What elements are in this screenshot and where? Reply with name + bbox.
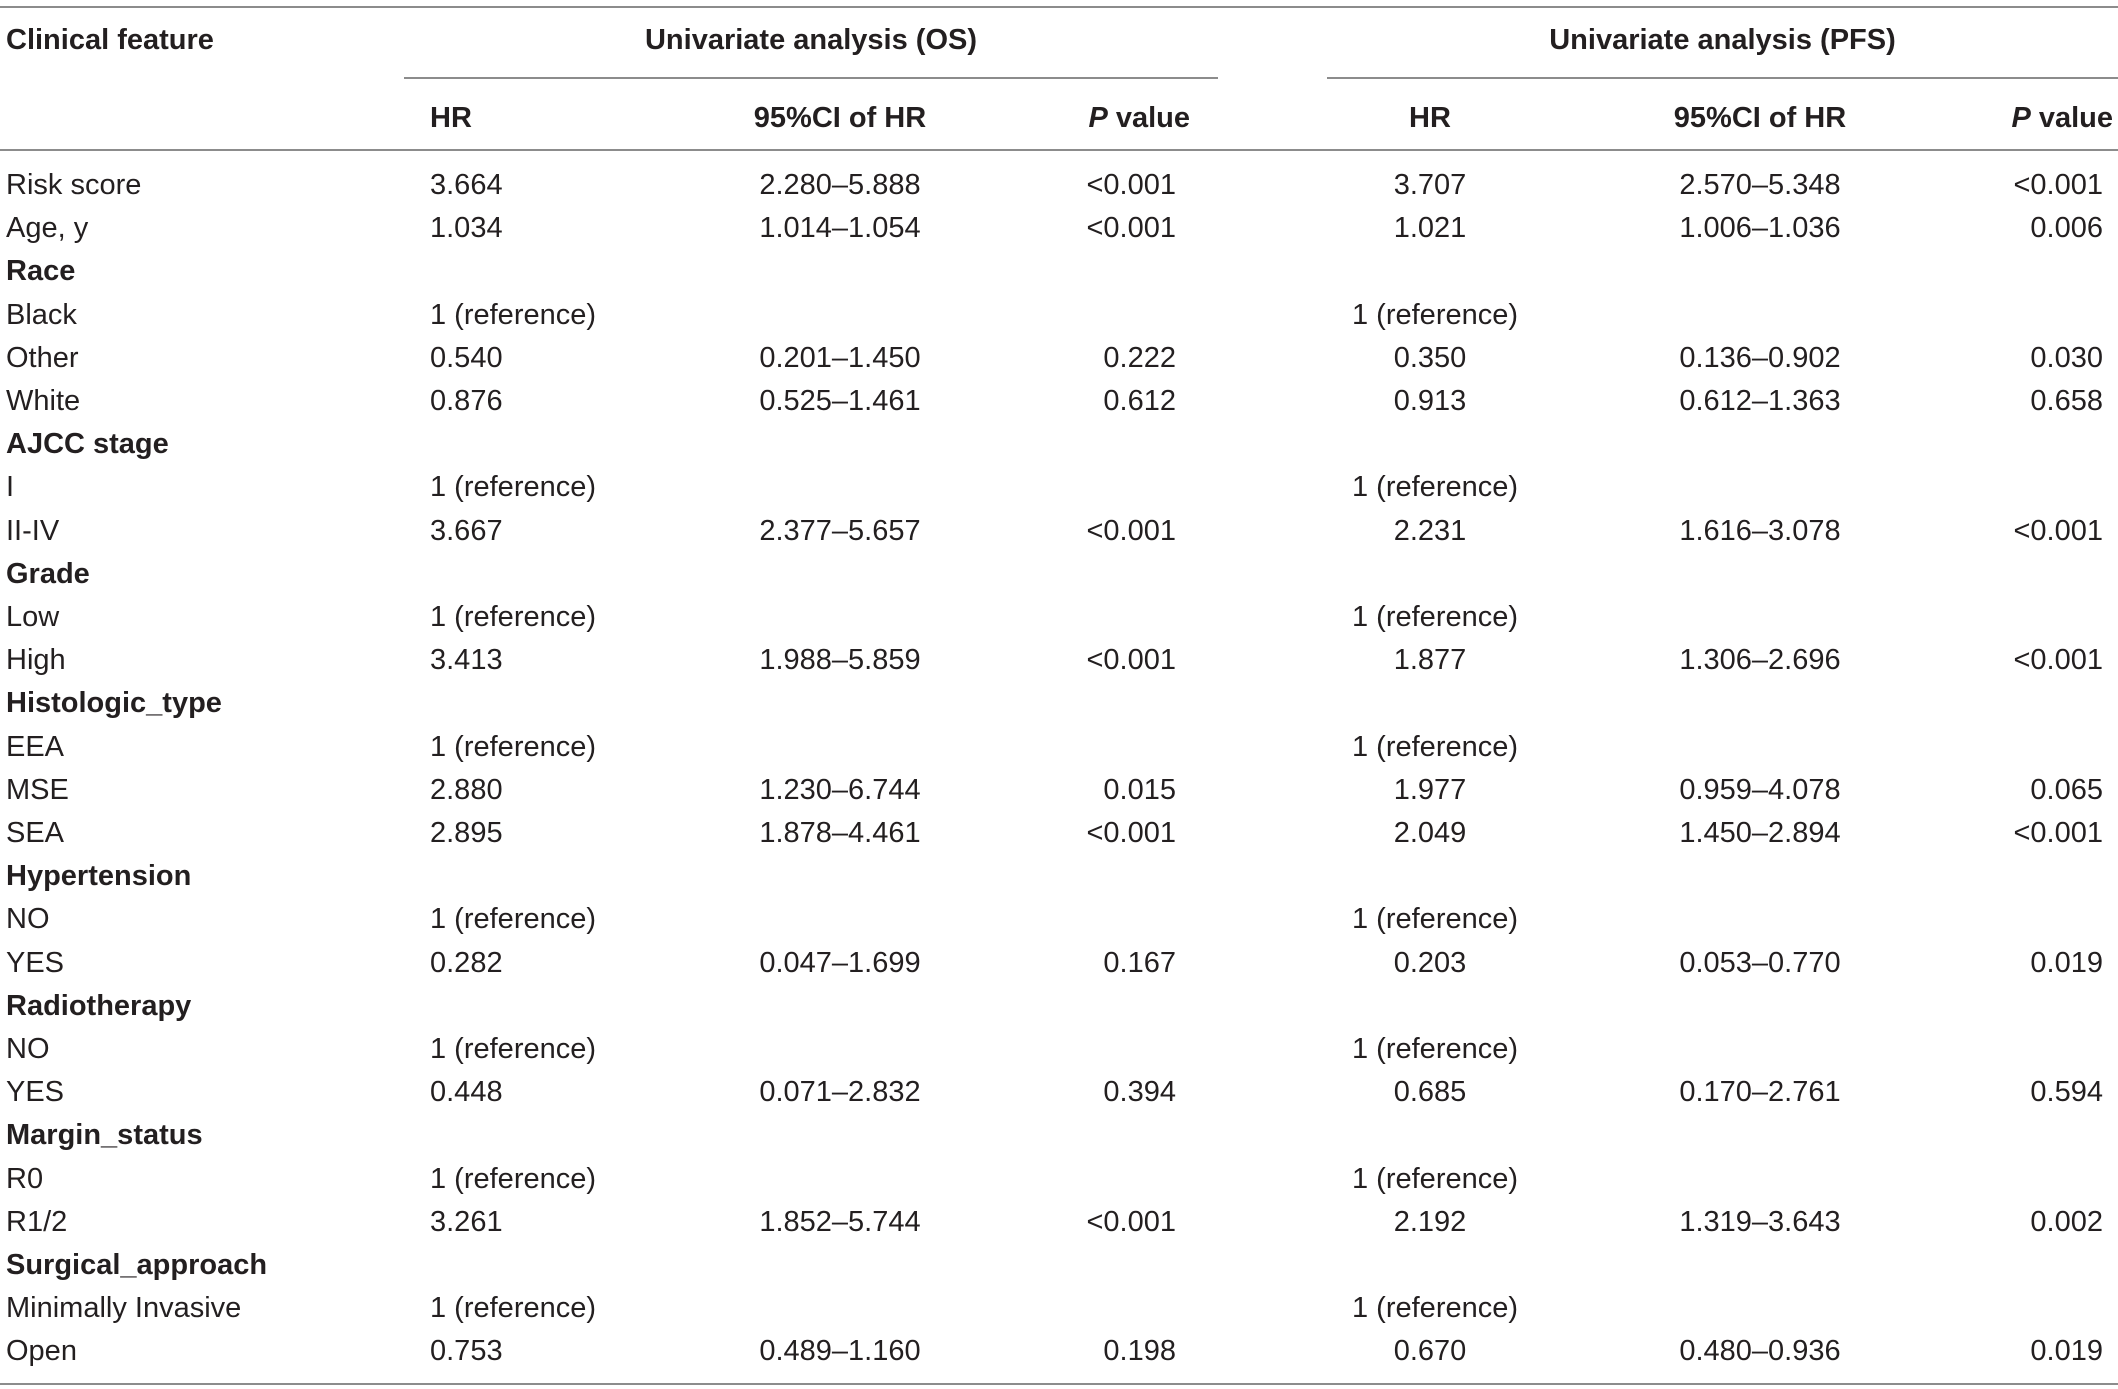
os-hr-cell: 1 (reference) [430,903,597,936]
os-pvalue-cell: 0.222 [1103,341,1176,374]
feature-cell: NO [6,1033,50,1065]
os-pvalue-cell: <0.001 [1086,644,1176,677]
pfs-hr-cell: 3.707 [1393,169,1467,201]
pfs-hr-cell: 0.203 [1393,946,1467,979]
os-ci-cell: 0.201–1.450 [759,341,921,374]
os-ci-cell: 1.230–6.744 [759,773,921,806]
pfs-hr-cell: 2.192 [1393,1205,1467,1238]
os-ci-cell: 0.071–2.832 [759,1076,921,1109]
os-hr-cell: 1 (reference) [430,601,597,633]
os-hr-cell: 2.895 [430,817,503,849]
section-heading: Margin_status [6,1119,203,1152]
pfs-ci-cell: 0.480–0.936 [1679,1335,1841,1368]
feature-cell: Minimally Invasive [6,1292,242,1325]
os-pvalue-cell: 0.198 [1103,1335,1176,1368]
os-ci-cell: 1.014–1.054 [759,212,921,245]
section-heading: Race [6,255,76,288]
pfs-hr-cell: 1.877 [1393,644,1467,677]
os-ci-cell: 2.377–5.657 [759,514,921,547]
header-pfs-pvalue [1910,97,2113,140]
os-ci-cell: 2.280–5.888 [759,169,921,201]
pfs-hr-cell: 0.913 [1393,385,1467,417]
os-ci-cell: 0.525–1.461 [759,385,921,417]
section-heading: Histologic_type [6,687,222,720]
os-pvalue-cell: <0.001 [1086,169,1176,201]
header-group-os: Univariate analysis (OS) [644,24,978,56]
os-pvalue-cell: 0.167 [1103,946,1176,979]
pfs-hr-cell: 0.685 [1393,1076,1467,1109]
pfs-hr-cell: 1 (reference) [1352,1162,1519,1195]
feature-cell: EEA [6,730,65,763]
header-bottom-rule [0,149,2118,151]
os-hr-cell: 1.034 [430,212,503,245]
p-italic: P [1088,102,1108,134]
pfs-hr-cell: 1 (reference) [1352,903,1519,936]
feature-cell: Black [6,298,77,331]
pfs-pvalue-cell: 0.002 [2030,1205,2103,1238]
pfs-pvalue-cell: 0.030 [2030,341,2103,374]
os-ci-cell: 1.852–5.744 [759,1205,921,1238]
feature-cell: MSE [6,773,69,806]
pfs-group-rule [1327,77,2118,79]
feature-cell: SEA [6,817,65,849]
pfs-ci-cell: 1.006–1.036 [1679,212,1841,245]
pfs-pvalue-cell: 0.594 [2030,1076,2103,1109]
os-hr-cell: 0.282 [430,946,503,979]
pfs-pvalue-cell: 0.019 [2030,946,2103,979]
pfs-ci-cell: 2.570–5.348 [1679,169,1841,201]
p-rest: value [2030,102,2113,134]
os-pvalue-cell: <0.001 [1086,212,1176,245]
pfs-ci-cell: 0.612–1.363 [1679,385,1841,417]
os-pvalue-cell: 0.612 [1103,385,1176,417]
header-os-pvalue [990,97,1190,140]
pfs-ci-cell: 0.053–0.770 [1679,946,1841,979]
section-heading: Grade [6,557,90,590]
os-hr-cell: 1 (reference) [430,1162,597,1195]
os-hr-cell: 1 (reference) [430,1033,597,1065]
os-pvalue-cell: 0.394 [1103,1076,1176,1109]
pfs-pvalue-cell: 0.019 [2030,1335,2103,1368]
pfs-ci-cell: 1.616–3.078 [1679,514,1841,547]
os-pvalue-cell: <0.001 [1086,514,1176,547]
header-os-ci: 95%CI of HR [753,102,927,134]
feature-cell: R0 [6,1162,44,1195]
pfs-hr-cell: 1 (reference) [1352,730,1519,763]
os-hr-cell: 0.540 [430,341,503,374]
os-pvalue-cell: <0.001 [1086,1205,1176,1238]
os-ci-cell: 0.489–1.160 [759,1335,921,1368]
pfs-pvalue-cell: <0.001 [2013,644,2103,677]
feature-cell: High [6,644,66,677]
feature-cell: White [6,385,81,417]
top-rule [0,6,2118,8]
header-pfs-ci: 95%CI of HR [1673,102,1847,134]
feature-cell: Age, y [6,212,89,245]
section-heading: Surgical_approach [6,1249,268,1281]
os-hr-cell: 3.664 [430,169,503,201]
os-hr-cell: 3.413 [430,644,503,677]
feature-cell: II-IV [6,514,60,547]
pfs-pvalue-cell: <0.001 [2013,817,2103,849]
os-ci-cell: 1.988–5.859 [759,644,921,677]
feature-cell: YES [6,1076,65,1109]
p-italic: P [2011,102,2031,134]
feature-cell: Other [6,341,79,374]
os-group-rule [404,77,1218,79]
os-hr-cell: 1 (reference) [430,730,597,763]
pfs-ci-cell: 1.319–3.643 [1679,1205,1841,1238]
feature-cell: NO [6,903,50,936]
os-ci-cell: 0.047–1.699 [759,946,921,979]
feature-cell: R1/2 [6,1205,68,1238]
header-clinical-feature: Clinical feature [6,24,214,56]
os-hr-cell: 3.261 [430,1205,503,1238]
pfs-ci-cell: 1.306–2.696 [1679,644,1841,677]
pfs-ci-cell: 0.170–2.761 [1679,1076,1841,1109]
feature-cell: YES [6,946,65,979]
pfs-hr-cell: 1 (reference) [1352,601,1519,633]
header-group-pfs: Univariate analysis (PFS) [1549,24,1896,56]
os-hr-cell: 2.880 [430,773,503,806]
feature-cell: Low [6,601,60,633]
pfs-hr-cell: 1 (reference) [1352,1292,1519,1325]
pfs-ci-cell: 1.450–2.894 [1679,817,1841,849]
os-pvalue-cell: 0.015 [1103,773,1176,806]
os-hr-cell: 0.753 [430,1335,503,1368]
p-rest: value [1107,102,1190,134]
os-hr-cell: 1 (reference) [430,1292,597,1325]
section-heading: AJCC stage [6,428,169,461]
feature-cell: I [6,471,15,504]
feature-cell: Risk score [6,169,142,201]
section-heading: Hypertension [6,860,192,893]
pfs-pvalue-cell: 0.065 [2030,773,2103,806]
pfs-pvalue-cell: 0.658 [2030,385,2103,417]
pfs-hr-cell: 1 (reference) [1352,298,1519,331]
bottom-rule [0,1383,2118,1385]
os-pvalue-cell: <0.001 [1086,817,1176,849]
feature-cell: Open [6,1335,77,1368]
os-hr-cell: 0.876 [430,385,503,417]
pfs-ci-cell: 0.136–0.902 [1679,341,1841,374]
pfs-hr-cell: 1.977 [1393,773,1467,806]
pfs-ci-cell: 0.959–4.078 [1679,773,1841,806]
os-hr-cell: 1 (reference) [430,298,597,331]
pfs-hr-cell: 1.021 [1393,212,1467,245]
os-ci-cell: 1.878–4.461 [759,817,921,849]
pfs-hr-cell: 0.350 [1393,341,1467,374]
pfs-hr-cell: 2.049 [1393,817,1467,849]
header-os-hr: HR [430,102,472,134]
os-hr-cell: 0.448 [430,1076,503,1109]
pfs-hr-cell: 0.670 [1393,1335,1467,1368]
pfs-hr-cell: 1 (reference) [1352,471,1519,504]
pfs-hr-cell: 2.231 [1393,514,1467,547]
pfs-pvalue-cell: <0.001 [2013,169,2103,201]
section-heading: Radiotherapy [6,989,192,1022]
pfs-pvalue-cell: <0.001 [2013,514,2103,547]
os-hr-cell: 3.667 [430,514,503,547]
header-pfs-hr: HR [1409,102,1451,134]
pfs-hr-cell: 1 (reference) [1352,1033,1519,1065]
pfs-pvalue-cell: 0.006 [2030,212,2103,245]
os-hr-cell: 1 (reference) [430,471,597,504]
